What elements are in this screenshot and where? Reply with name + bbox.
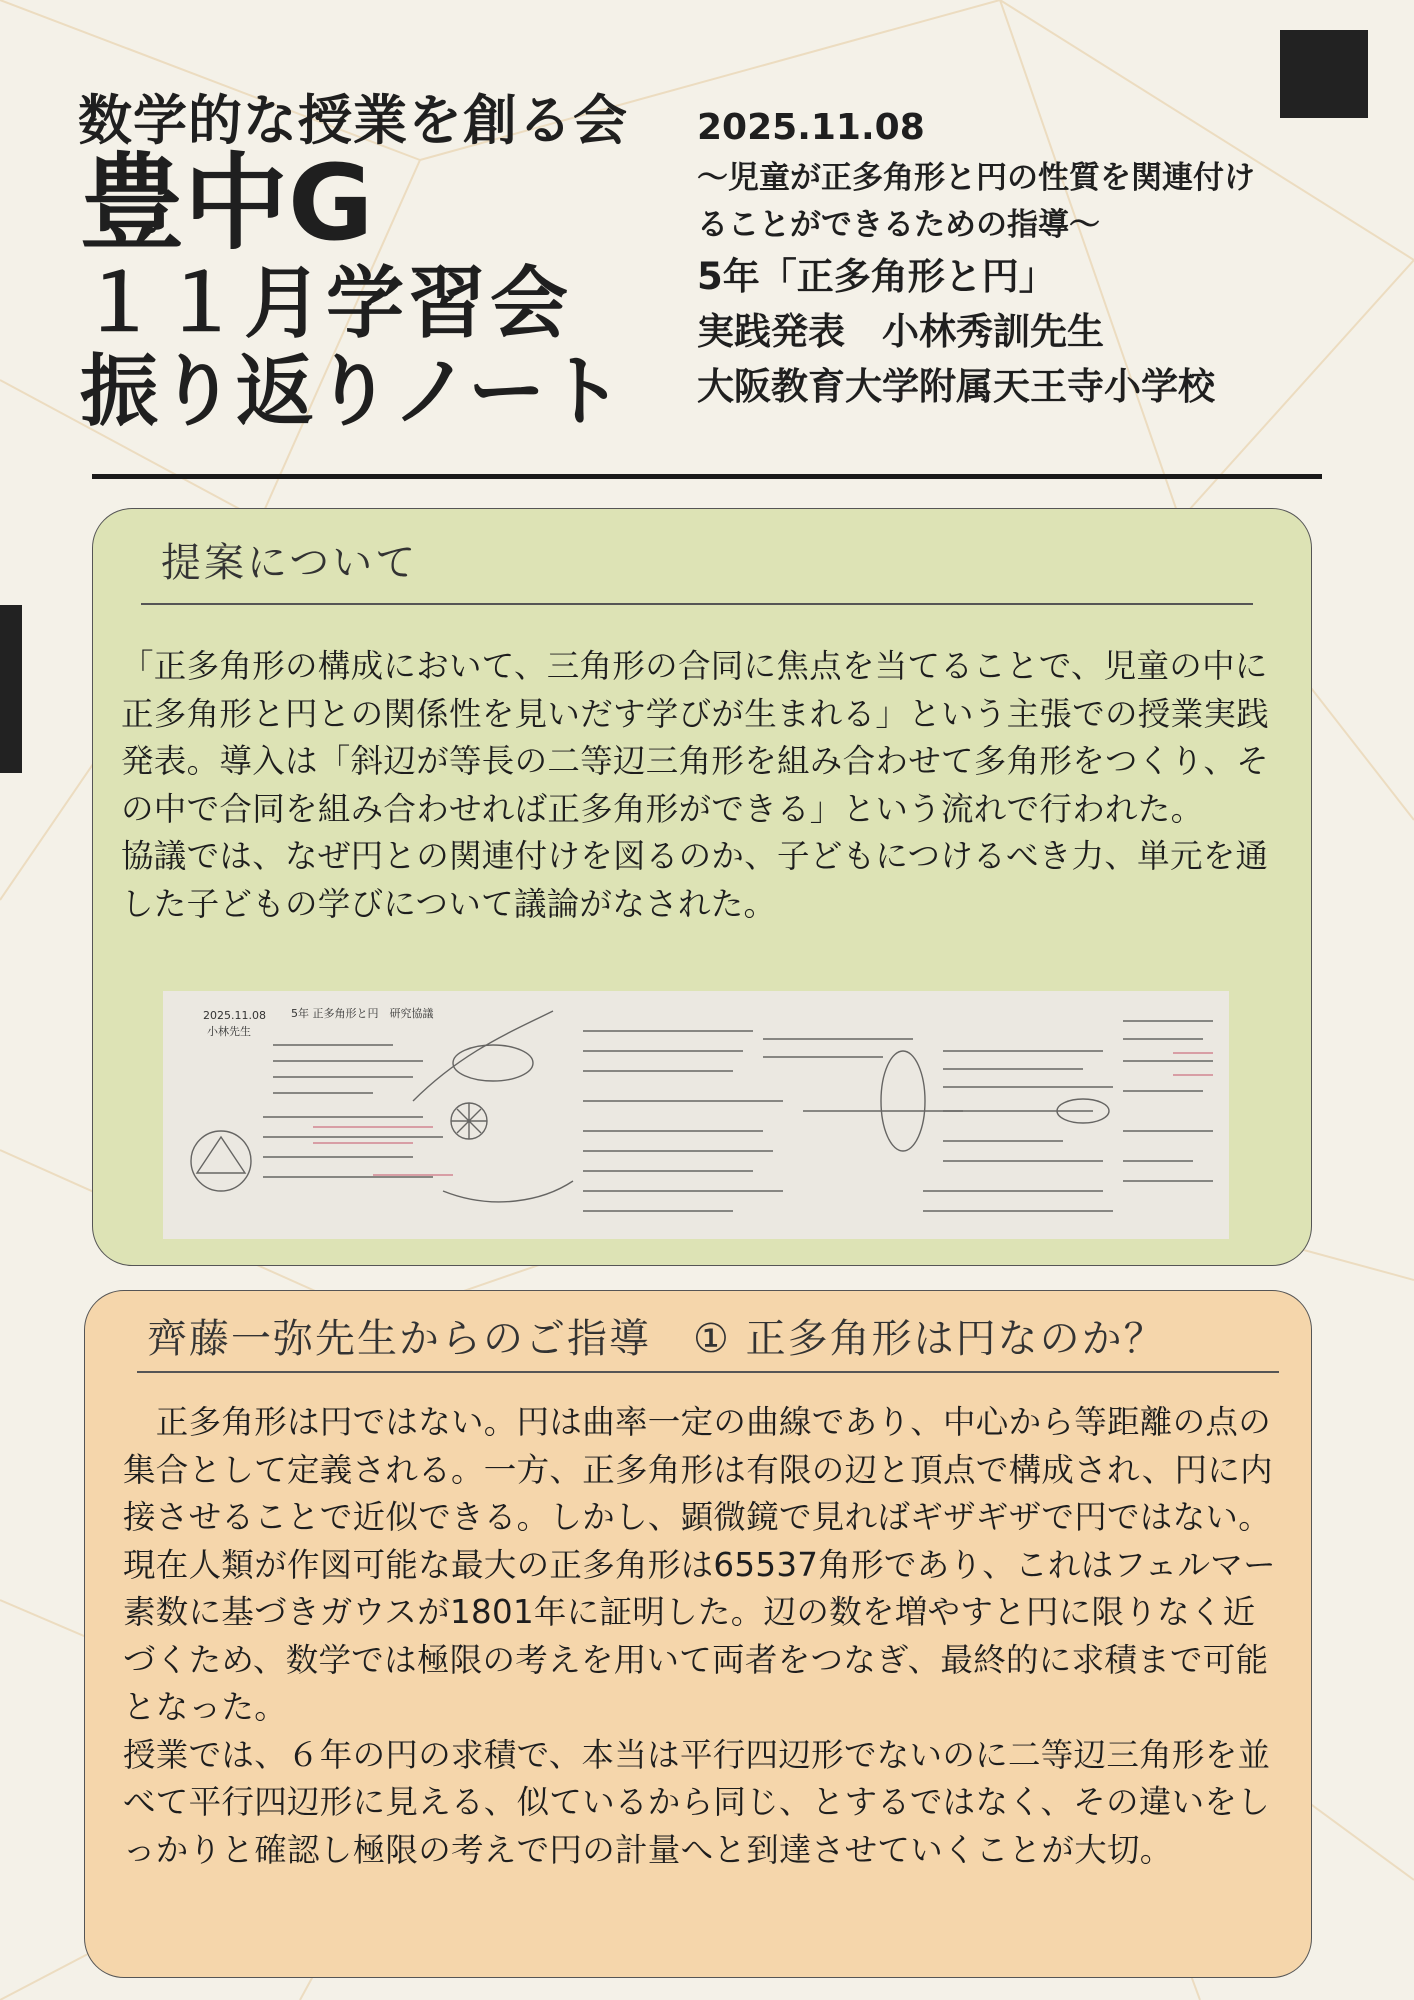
guidance-paragraph-2: 授業では、６年の円の求積で、本当は平行四辺形でないのに二等辺三角形を並べて平行四辺形に見える、似ているから同じ、とするではなく、その違いをしっかりと確認し極限の考えで円の計量へと到達させていくことが大切。 xyxy=(123,1735,1271,1869)
proposal-paragraph-1: 「正多角形の構成において、三角形の合同に焦点を当てることで、児童の中に正多角形と円との関係性を見いだす学びが生まれる」という主張での授業実践発表。導入は「斜辺が等長の二等辺三角形を組み合わせて多角形をつくり、その中で合同を組み合わせれば正多角形ができる」という流れで行われた。 xyxy=(121,647,1270,828)
presenter: 実践発表 小林秀訓先生 xyxy=(697,310,1104,353)
guidance-paragraph-1: 正多角形は円ではない。円は曲率一定の曲線であり、中心から等距離の点の集合として定義される。一方、正多角形は有限の辺と頂点で構成され、円に内接させることで近似できる。しかし、顕微鏡で見ればギザギザで円ではない。現在人類が作図可能な最大の正多角形は65537角形であり、これはフェルマー素数に基づきガウスが1801年に証明した。辺の数を増やすと円に限りなく近づくため、数学では極限の考えを用いて両者をつなぎ、最終的に求積まで可能となった。 xyxy=(123,1403,1276,1726)
lesson-unit: 5年「正多角形と円」 xyxy=(697,255,1056,298)
board-teacher: 小林先生 xyxy=(207,1025,251,1038)
meeting-date: 2025.11.08 xyxy=(697,107,925,148)
meeting-title: １１月学習会 xyxy=(80,259,573,349)
lesson-subtitle xyxy=(697,155,1337,249)
proposal-paragraph-2: 協議では、なぜ円との関連付けを図るのか、子どもにつけるべき力、単元を通した子どもの学びについて議論がなされた。 xyxy=(121,837,1269,923)
proposal-section xyxy=(92,508,1312,1266)
whiteboard-notes-drawing xyxy=(163,991,1229,1239)
group-title: 豊中G xyxy=(80,142,374,264)
note-title: 振り返りノート xyxy=(80,347,624,437)
lesson-subtitle-line1: ～児童が正多角形と円の性質を関連付け xyxy=(697,160,1255,196)
meeting-info xyxy=(697,105,1337,414)
board-date: 2025.11.08 xyxy=(203,1009,266,1022)
proposal-divider xyxy=(141,603,1253,605)
whiteboard-photo xyxy=(163,991,1229,1239)
school-name: 大阪教育大学附属天王寺小学校 xyxy=(697,365,1215,408)
guidance-divider xyxy=(137,1371,1279,1373)
proposal-title: 提案について xyxy=(161,540,419,586)
board-heading: 5年 正多角形と円 研究協議 xyxy=(291,1007,434,1020)
lesson-subtitle-line2: ることができるための指導～ xyxy=(697,207,1100,243)
guidance-title: 齊藤一弥先生からのご指導 ① 正多角形は円なのか？ xyxy=(147,1316,1166,1362)
guidance-section xyxy=(84,1290,1312,1978)
header-divider xyxy=(92,474,1322,479)
organization-name: 数学的な授業を創る会 xyxy=(78,89,628,152)
guidance-text xyxy=(123,1399,1287,1874)
side-decoration-bar xyxy=(0,605,22,773)
proposal-text xyxy=(121,643,1281,928)
